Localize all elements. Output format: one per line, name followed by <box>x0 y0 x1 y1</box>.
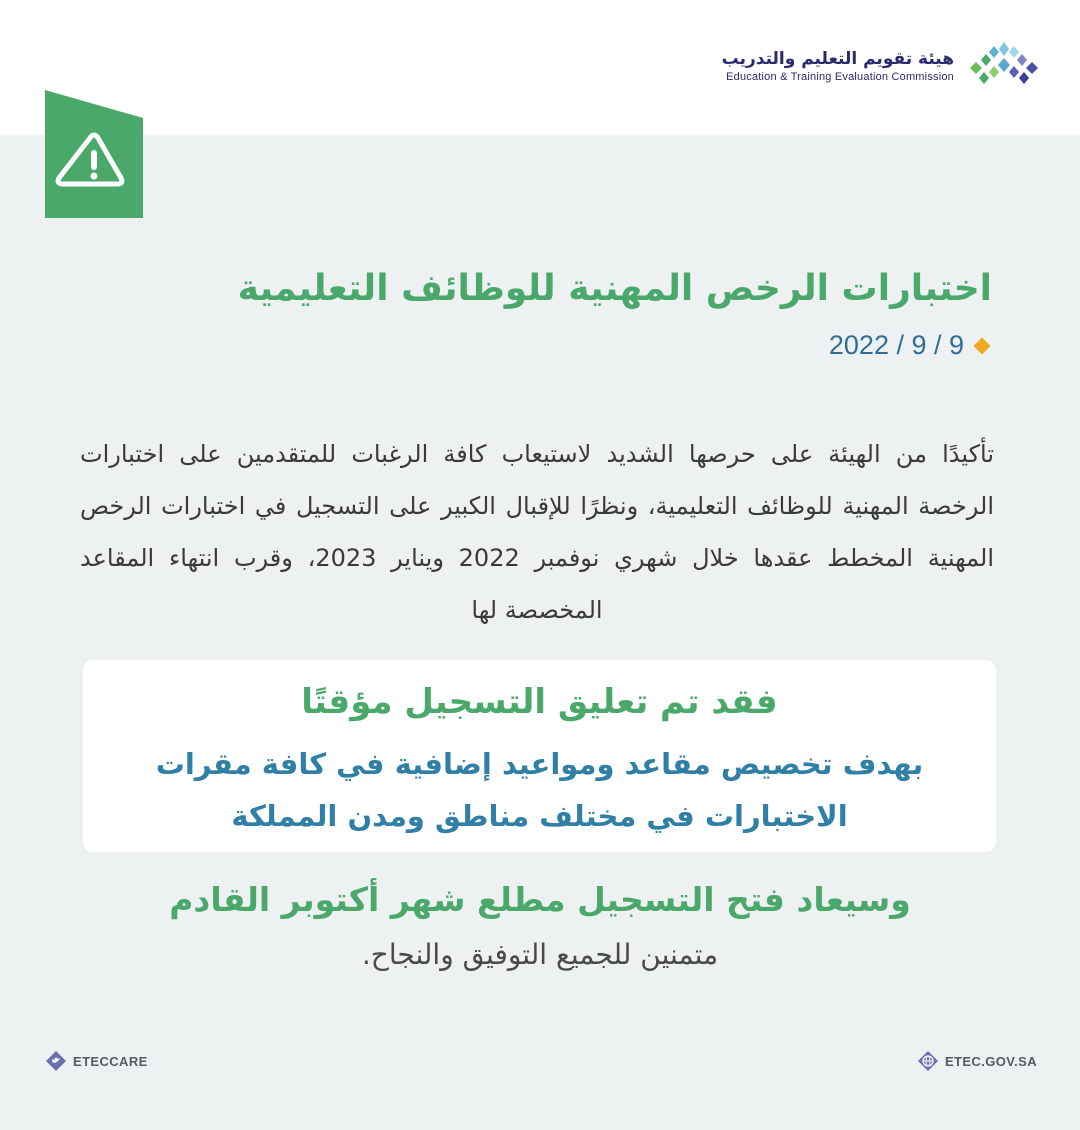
diamond-bullet-icon <box>974 337 991 354</box>
closing-wish: متمنين للجميع التوفيق والنجاح. <box>361 938 719 971</box>
announcement-date-row <box>829 330 988 361</box>
etec-logo-icon <box>968 40 1040 92</box>
org-name-ar: هيئة تقويم التعليم والتدريب <box>721 49 954 69</box>
org-name <box>722 48 954 84</box>
org-name-en: Education & Training Evaluation Commission <box>726 71 954 83</box>
website-label: ETEC.GOV.SA <box>944 1053 1037 1069</box>
social-handle-label: ETECCARE <box>73 1053 148 1069</box>
twitter-diamond-icon <box>45 1050 67 1072</box>
announcement-title: اختبارات الرخص المهنية للوظائف التعليمية <box>237 268 992 309</box>
highlight-title: فقد تم تعليق التسجيل مؤقتًا <box>301 682 778 722</box>
website-link[interactable] <box>917 1050 1037 1072</box>
announcement-body: تأكيدًا من الهيئة على حرصها الشديد لاستيعاب كافة الرغبات للمتقدمين على اختبارات الرخصة المهنية للوظائف التعليمية، ونظرًا للإقبال الكبير على التسجيل في اختبارات الرخص المهنية المخطط عقدها خلال شهري نوفمبر 2022 ويناير 2023، وقرب انتهاء المقاعد المخصصة لها <box>80 440 994 624</box>
reopen-notice: وسيعاد فتح التسجيل مطلع شهر أكتوبر القادم <box>169 880 911 919</box>
org-logo <box>722 40 1040 92</box>
highlight-body: بهدف تخصيص مقاعد ومواعيد إضافية في كافة مقرات الاختبارات في مختلف مناطق ومدن المملكة <box>155 747 924 833</box>
globe-diamond-icon <box>917 1050 939 1072</box>
highlight-card <box>83 660 996 852</box>
social-handle[interactable] <box>45 1050 148 1072</box>
warning-badge <box>45 90 143 218</box>
header <box>0 0 1080 135</box>
announcement-date: 2022 / 9 / 9 <box>828 330 964 360</box>
